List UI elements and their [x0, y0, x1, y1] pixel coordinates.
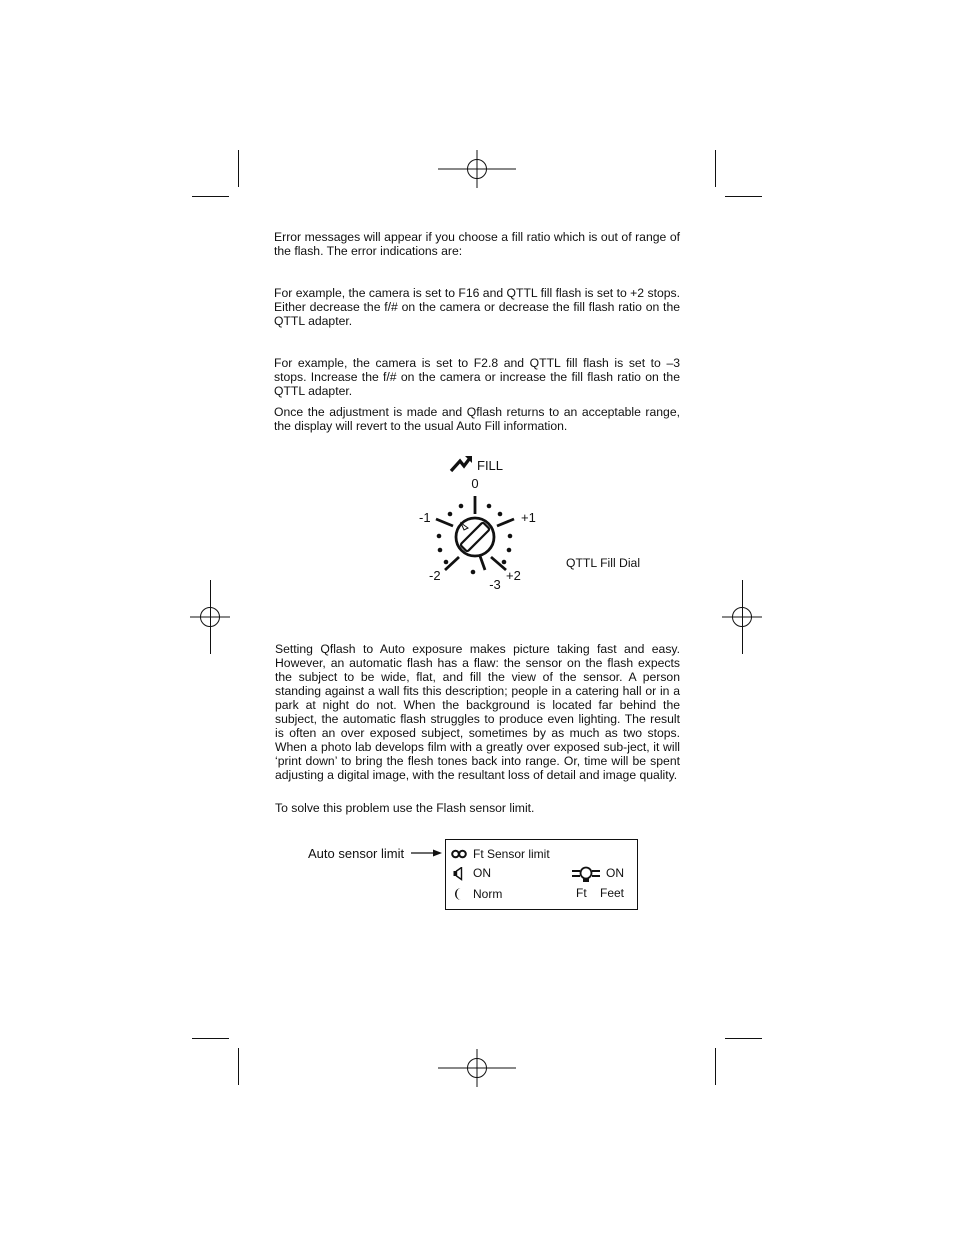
registration-target-icon: [722, 598, 762, 636]
paragraph-example-f16: For example, the camera is set to F16 and QTTL fill flash is set to +2 stops. Either decrease the f/# on the camera or decrease the fill flash ratio on the QTTL adapter.: [274, 286, 680, 328]
infinity-icon: [451, 849, 467, 859]
lcd-on-right: ON: [606, 866, 624, 880]
crop-mark: [192, 1038, 229, 1039]
dial-label-0: 0: [471, 476, 479, 491]
crop-mark: [725, 1038, 762, 1039]
sensor-bulb-icon: [572, 865, 600, 883]
fill-flash-icon: [451, 456, 472, 471]
dial-label-plus-1: +1: [521, 510, 536, 525]
lcd-feet: Feet: [600, 886, 625, 900]
dial-caption: QTTL Fill Dial: [566, 556, 641, 570]
registration-target-icon: [438, 1049, 516, 1087]
crop-mark: [192, 196, 229, 197]
paragraph-adjustment: Once the adjustment is made and Qflash returns to an acceptable range, the display will revert to the usual Auto Fill information.: [274, 405, 680, 433]
paragraph-solve-problem: To solve this problem use the Flash sensor limit.: [275, 801, 535, 815]
crop-mark: [715, 1048, 716, 1085]
moon-icon: [452, 887, 464, 901]
paragraph-error-messages: Error messages will appear if you choose a fill ratio which is out of range of the flash. The error indications are:: [274, 230, 680, 258]
crop-mark: [238, 1048, 239, 1085]
paragraph-auto-exposure: Setting Qflash to Auto exposure makes picture taking fast and easy. However, an automatic flash has a flaw: the sensor on the flash expects the subject to be wide, flat, and fill the view of the sensor. A person standing against a wall fits this description; people in a catering hall or in a park at night do not. When the background is located far behind the subject, the automatic flash struggles to produce even lighting. The result is often an over exposed subject, sometimes by as much as two stops. When a photo lab develops film with a greatly over exposed sub-ject, it will ‘print down’ to bring the flesh tones back into range. Or, time will be spent adjusting a digital image, with the resultant loss of detail and image quality.: [275, 642, 680, 782]
qttl-fill-dial: [400, 450, 550, 595]
paragraph-example-f28: For example, the camera is set to F2.8 and QTTL fill flash is set to –3 stops. Increase the f/# on the camera or increase the fill flash ratio on the QTTL adapter.: [274, 356, 680, 398]
arrow-right-icon: [411, 848, 443, 858]
auto-sensor-limit-label: Auto sensor limit: [308, 846, 405, 861]
dial-label-plus-2: +2: [506, 568, 521, 583]
crop-mark: [238, 150, 239, 187]
dial-label-minus-1: -1: [419, 510, 431, 525]
dial-label-minus-2: -2: [429, 568, 441, 583]
lcd-display: [445, 839, 638, 910]
crop-mark: [715, 150, 716, 187]
crop-mark: [725, 196, 762, 197]
lcd-ft-sensor-limit: Ft Sensor limit: [473, 847, 550, 861]
dial-knob: [456, 518, 494, 556]
lcd-norm: Norm: [473, 887, 503, 901]
lcd-on-left: ON: [473, 866, 491, 880]
dial-label-minus-3: -3: [489, 577, 501, 592]
lcd-ft: Ft: [576, 886, 587, 900]
registration-target-icon: [438, 150, 516, 188]
speaker-icon: [453, 867, 463, 881]
registration-target-icon: [190, 598, 230, 636]
fill-label: FILL: [477, 458, 504, 473]
